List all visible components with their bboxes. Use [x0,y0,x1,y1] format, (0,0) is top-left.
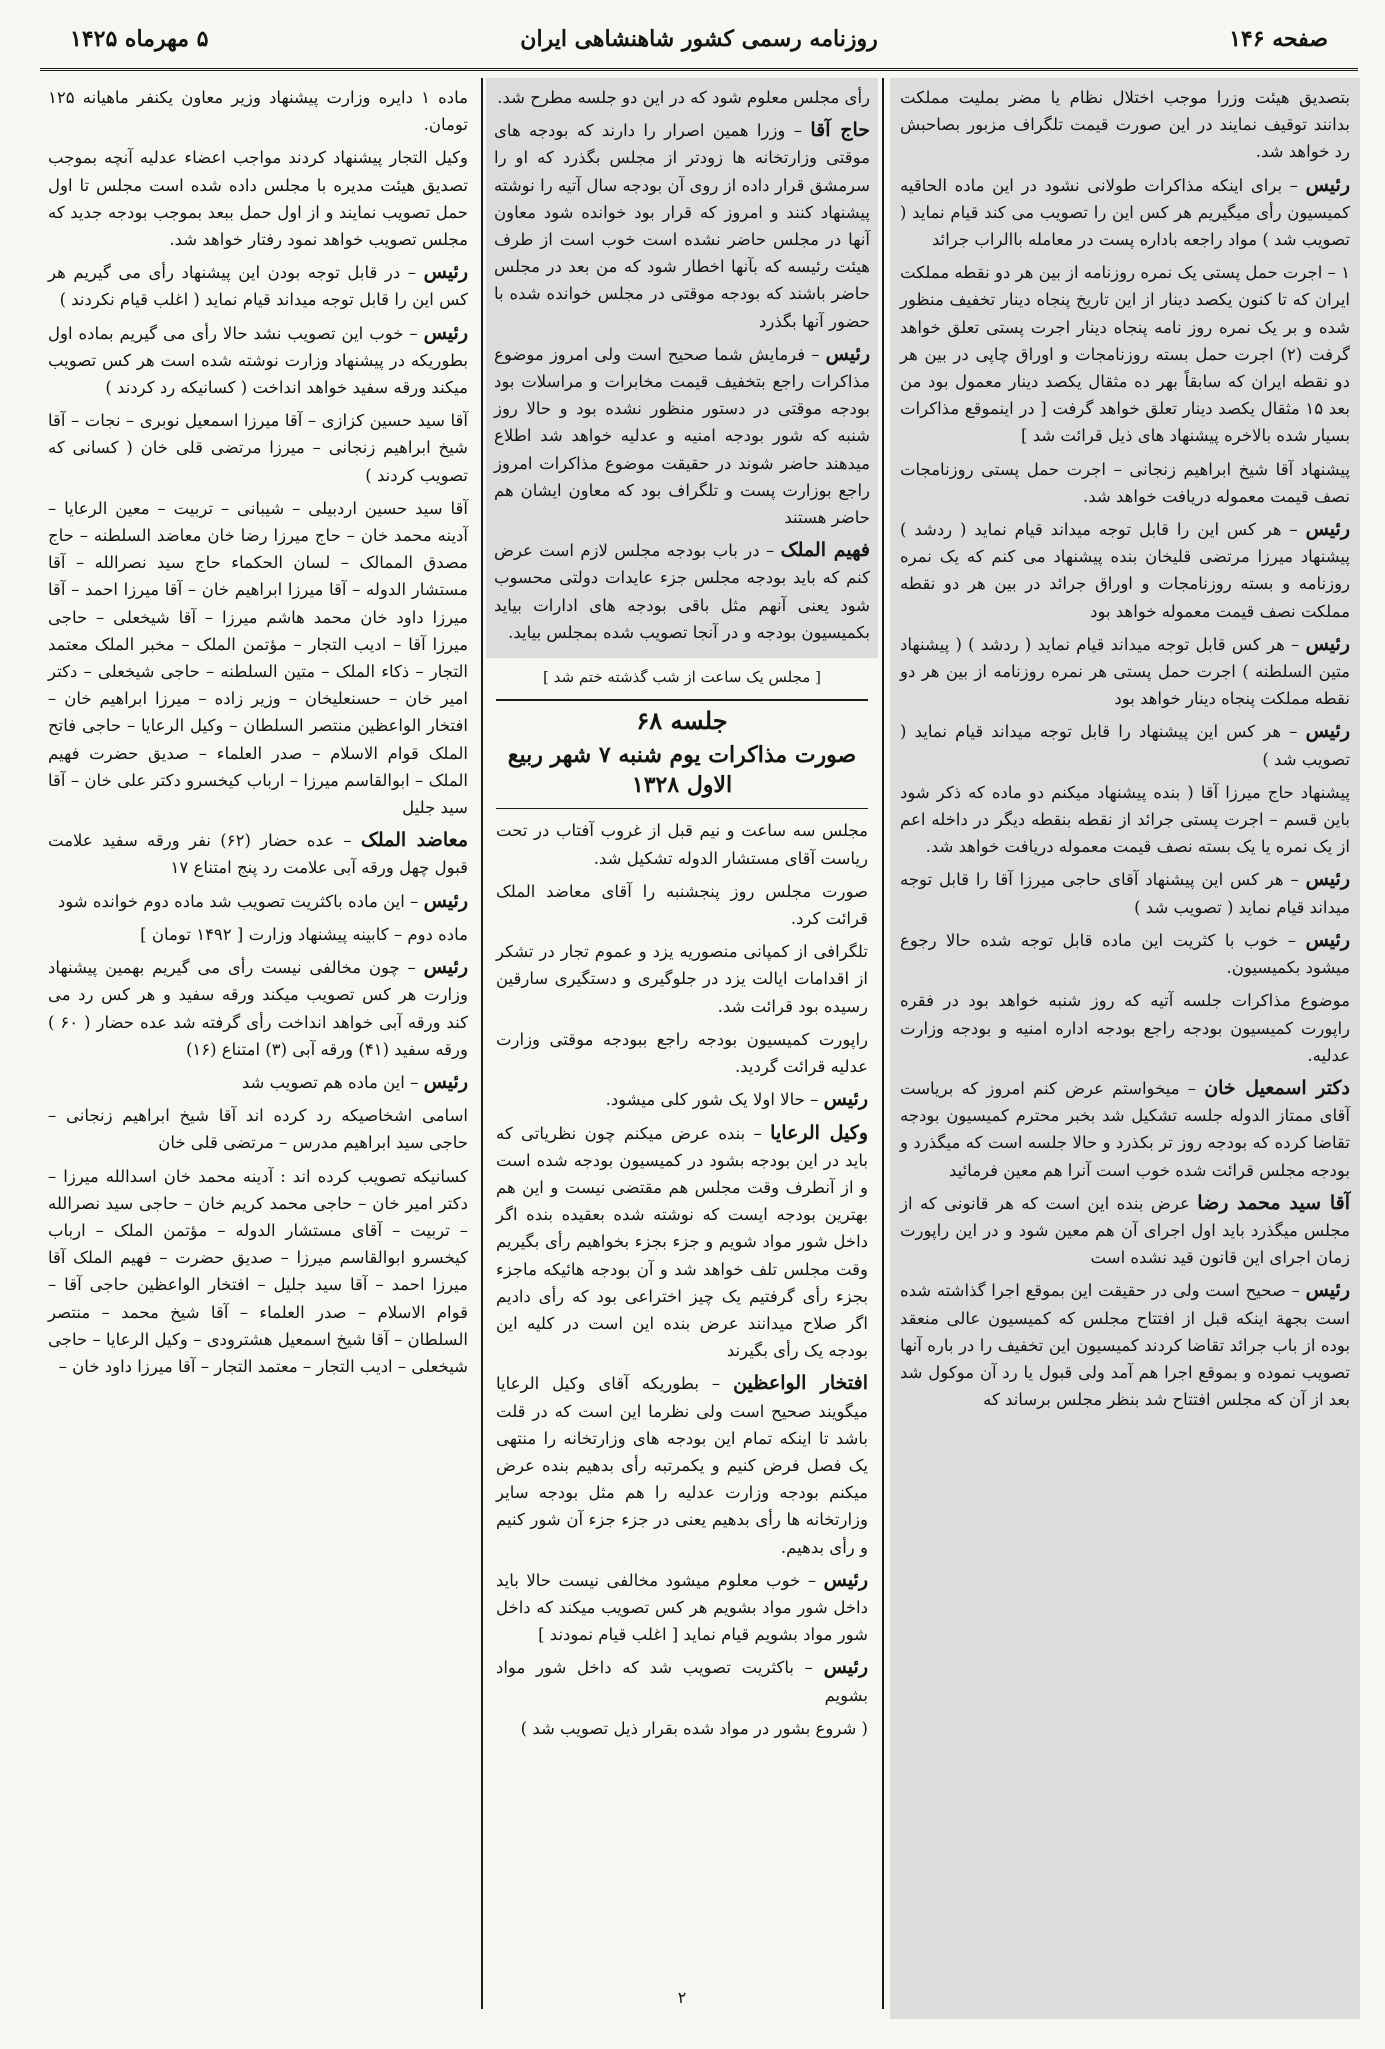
paragraph [48,320,468,402]
paragraph-text: – فرمایش شما صحیح است ولی امروز موضوع مذاکرات راجع بتخفیف قیمت مخابرات و مراسلات بود بودجه موقتی در دستور منظور نشده بود و حالا روز شنبه که شور بودجه امنیه و عدلیه خواهد شد اطلاع میدهند حاضر شوند در حقیقت موضوع مذاکرات امروز راجع بوزارت پست و تلگراف بود که معاون ایشان هم حاضر هستند [494,344,870,528]
paragraph-text: – بنده عرض میکنم چون نظریاتی که باید در این بودجه بشود در کمیسیون بودجه شده است و از آنطرف وقت مجلس هم مقتضی نیست و این هم بهترین بودجه ایست که نوشته شده بعقیده بنده اگر داخل شور مواد شویم و جزء بجزء بخواهیم رأی بگیریم وقت مجلس تلف خواهد شد و آن بودجه هائیکه ماجزء بجزء رأی گرفتیم یک چیز اختراعی بود که رأی دادیم اگر صلاح میدانند عرض بنده این است در کلیه این بودجه یک رأی بگیرند [496,1123,868,1361]
paragraph [900,927,1350,981]
paragraph-text: – این ماده باکثریت تصویب شد ماده دوم خوانده شود [57,891,419,911]
paragraph-text: – هر کس این را قابل توجه میداند قیام نماید ( ردشد ) پیشنهاد میرزا مرتضی قلیخان بنده پیشنهاد می کنم که یک نمره روزنامه و بسته روزنامجات و اوراق جرائد در بین هر دو نقطه مملکت نصف قیمت معموله خواهد بود [900,520,1350,621]
paragraph [48,921,468,948]
paragraph [900,1075,1350,1184]
paragraph [48,888,468,915]
paragraph [496,1567,868,1649]
paragraph [900,259,1350,449]
paragraph-text: – در باب بودجه مجلس لازم است عرض کنم که باید بودجه مجلس جزء عایدات دولتی محسوب شود یعنی آنهم مثل باقی بودجه های ادارات بیاید بکمیسیون بودجه و در آنجا تصویب شده بمجلس بیاید. [494,541,870,642]
masthead-date: ۵ مهرماه ۱۴۲۵ [70,26,209,52]
paragraph-text: رأی مجلس معلوم شود که در این دو جلسه مطرح شد. [497,88,870,107]
speaker-name: رئیس [823,1088,868,1111]
speaker-name: رئیس [423,1070,468,1093]
paragraph [900,456,1350,510]
column-divider-left [481,78,483,2009]
speaker-name: فهیم الملک [780,539,870,562]
speaker-name: وکیل الرعایا [770,1121,868,1144]
paragraph [48,1163,468,1381]
paragraph-text: – وزرا همین اصرار را دارند که بودجه های موقتی وزارتخانه ها زودتر از مجلس بگذرد که او را سرمشق قرار داده از روی آن بودجه سال آتیه را نوشته پیشنهاد کنند و امروز که قرار بود خوانده شود معاون آنها در مجلس حاضر نشده است خوب است از طرف هیئت رئیسه که بآنها اخطار شود که من بعد در مجلس حاضر باشند که بودجه موقتی در مجلس خوانده شده با حضور آنها بگذرد [494,121,870,331]
paragraph [900,1190,1350,1272]
paragraph-text: – این ماده هم تصویب شد [241,1072,419,1092]
middle-column [486,78,878,2019]
paragraph-text: ماده دوم – کابینه پیشنهاد وزارت [ ۱۴۹۲ تومان ] [140,924,468,944]
session-title: صورت مذاکرات یوم شنبه ۷ شهر ربیع الاول ۱۳۲۸ [507,742,857,799]
paragraph-text: بتصدیق هیئت وزرا موجب اختلال نظام یا مضر بملیت مملکت بدانند توقیف نمایند در این صورت قیمت تلگراف مزبور بصاحبش رد خواهد شد. [900,88,1350,162]
paragraph-text: تلگرافی از کمپانی منصوریه یزد و عموم تجار در تشکر از اقدامات ایالت یزد در جلوگیری و دستگیری سارقین رسیده بود قرائت شد. [496,942,868,1016]
middle-column-top [486,78,878,658]
paragraph-text: ( شروع بشور در مواد شده بقرار ذیل تصویب شد ) [520,1718,868,1738]
paragraph-text: – خوب با کثریت این ماده قابل توجه شده حالا رجوع میشود بکمیسیون. [900,930,1350,978]
paragraph [496,878,868,932]
paragraph-text: – صحیح است ولی در حقیقت این بموقع اجرا گذاشته شده است بجهة اینکه قبل از افتتاح مجلس که کمیسیون عالی منعقد بوده از باب جرائد تقاضا کردند کمیسیون این تخفیف را در باره آنها تصویب نموده و بموقع اجرا هم آمد ولی قبول یا رد آن موکول شد بعد از آن که مجلس افتتاح شد بنظر مجلس برساند که [900,1281,1350,1410]
paragraph-text: – در قابل توجه بودن این پیشنهاد رأی می گیریم هر کس این را قابل توجه میداند قیام نماید ( اغلب قیام نکردند ) [48,263,468,310]
paragraph-text: موضوع مذاکرات جلسه آتیه که روز شنبه خواهد بود در فقره راپورت کمیسیون بودجه راجع بودجه اداره امنیه و بودجه وزارت عدلیه. [900,991,1350,1065]
paragraph-text: صورت مجلس روز پنجشنبه را آقای معاضد الملک قرائت کرد. [496,881,868,929]
paragraph [48,1069,468,1096]
right-column [890,78,1360,2019]
paragraph [48,827,468,881]
masthead [40,8,1358,71]
paragraph-text: – حالا اولا یک شور کلی میشود. [605,1090,819,1110]
paragraph [900,516,1350,625]
speaker-name: رئیس [823,1656,868,1679]
paragraph-text: – هر کس این پیشنهاد را قابل توجه میداند قیام نماید ( تصویب شد ) [900,722,1350,769]
paragraph [496,1715,868,1742]
paragraph-text: ۱ – اجرت حمل پستی یک نمره روزنامه از بین هر دو نقطه مملکت ایران که تا کنون یکصد دینار از این تاریخ پنجاه دینار تخفیف منظور شده و بر یک نمره روز نامه پنجاه دینار اجرت پستی تعلق خواهد گرفت (۲) اجرت حمل بسته روزنامجات و اوراق چاپی در بین هر دو نقطه ایران که سابقاً بهر ده مثقال یکصد دینار معمول بود من بعد ۱۵ مثقال یکصد دینار تعلق خواهد گرفت [ در اینموقع مذاکرات بسیار شده بالاخره پیشنهاد های ذیل قرائت شد ] [900,263,1351,446]
speaker-name: رئیس [823,1568,869,1591]
speaker-name: معاضد الملک [360,829,469,852]
speaker-name: دکتر اسمعیل خان [1204,1076,1350,1099]
paragraph [496,938,868,1020]
paragraph [900,631,1350,713]
paragraph [496,1086,868,1113]
speaker-name: رئیس [423,261,469,284]
paragraph [48,84,468,138]
paragraph-text: راپورت کمیسیون بودجه راجع ببودجه موقتی وزارت عدلیه قرائت گردید. [496,1029,868,1077]
speaker-name: رئیس [1305,928,1350,951]
paragraph [48,1102,468,1156]
paragraph [496,1370,868,1560]
paragraph-text: کسانیکه تصویب کرده اند : آدینه محمد خان اسدالله میرزا – دکتر امیر خان – حاجی محمد کریم خان – حاجی سید نصرالله – تربیت – آقای مستشار الدوله – مؤتمن الملک – ارباب کیخسرو ابوالقاسم میرزا – صدیق حضرت – فهیم الملک آقا میرزا احمد – آقا سید جلیل – افتخار الواعظین حاجی آقا – قوام الاسلام – صدر العلماء – آقا شیخ محمد – منتصر السلطان – آقا شیخ اسمعیل هشترودی – وکیل الرعایا – حاجی شیخعلی – ادیب التجار – معتمد التجار – آقا میرزا داود خان – [48,1166,468,1376]
paragraph-text: – چون مخالفی نیست رأی می گیریم بهمین پیشنهاد وزارت هر کس تصویب میکند ورقه سفید و هر کس رد می کند ورقه آبی خواهد انداخت رأی گرفته شد عده حضار ( ۶۰ ) ورقه سفید (۴۱) ورقه آبی (۳) امتناع (۱۶) [48,958,469,1059]
speaker-name: افتخار الواعظین [733,1372,868,1395]
paragraph-text: عرض بنده این است که هر قانونی که از مجلس میگذرد باید اول اجرای آن هم معین شود و در این راپورت زمان اجرای این قانون قید نشده است [900,1193,1350,1268]
paragraph-text: – خوب معلوم میشود مخالفی نیست حالا باید داخل شور مواد بشویم هر کس تصویب میکند که داخل شور مواد بشویم قیام نماید [ اغلب قیام نمودند ] [496,1570,868,1645]
paragraph-text: پیشنهاد حاج میرزا آقا ( بنده پیشنهاد میکنم دو ماده که ذکر شود باین قسم – اجرت پستی جرائد از نقطه بنقطه دیگر در داخله اعم از یک نمره یا یک بسته نصف قیمت معموله دریافت خواهد شد. [900,782,1350,857]
paragraph [900,1277,1350,1413]
paragraph-text: – هر کس این پیشنهاد آقای حاجی میرزا آقا را قابل توجه میداند قیام نماید ( تصویب شد ) [900,870,1350,917]
speaker-name: آقا سید محمد رضا [1197,1191,1351,1214]
speaker-name: رئیس [423,889,468,912]
paragraph [900,987,1350,1069]
speaker-name: رئیس [423,321,468,344]
paragraph [900,84,1350,166]
paragraph [494,84,870,111]
paragraph-text: ماده ۱ دایره وزارت پیشنهاد وزیر معاون یکنفر ماهیانه ۱۲۵ تومان. [48,88,468,135]
paragraph [496,1026,868,1080]
paragraph-text: پیشنهاد آقا شیخ ابراهیم زنجانی – اجرت حمل پستی روزنامجات نصف قیمت معموله دریافت خواهد شد. [900,459,1350,506]
column-divider-right [882,78,884,2009]
paragraph-text: آقا سید حسین اردبیلی – شیبانی – تربیت – معین الرعایا – آدینه محمد خان – حاج میرزا رضا خان معاضد السلطنه – حاج مصدق الممالک – لسان الحکماء حاج سید نصرالله – آقا مستشار الدوله – آقا میرزا ابراهیم خان – آقا میرزا احمد – آقا میرزا داود خان محمد هاشم میرزا – آقا شیخعلی – حاجی میرزا آقا – ادیب التجار – مؤتمن الملک – مخبر الملک معتمد التجار – ذکاء الملک – متین السلطنه – حاجی شیخعلی – دکتر امیر خان – حسنعلیخان – وزیر زاده – میرزا ابراهیم خان – افتخار الواعظین منتصر السلطان – وکیل الرعایا – حاجی فاتح الملک قوام الاسلام – صدر العلماء – صدیق حضرت فهیم الملک – ابوالقاسم میرزا – ارباب کیخسرو دکتر علی خان – آقا سید جلیل [48,498,468,818]
paragraph [494,117,870,335]
masthead-title: روزنامه رسمی کشور شاهنشاهی ایران [520,26,878,52]
paragraph [494,537,870,646]
speaker-name: رئیس [423,956,468,979]
paragraph-text: آقا سید حسین کزازی – آقا میرزا اسمعیل نوبری – نجات – آقا شیخ ابراهیم زنجانی – میرزا مرتضی قلی خان ( کسانی که تصویب کردند ) [48,411,468,485]
speaker-name: رئیس [825,342,870,365]
speaker-name: حاج آقا [810,119,870,142]
session-closing-note: [ مجلس یک ساعت از شب گذشته ختم شد ] [543,668,821,687]
paragraph [48,144,468,253]
paragraph [496,817,868,871]
paragraph-text: وکیل التجار پیشنهاد کردند مواجب اعضاء عدلیه آنچه بموجب تصدیق هیئت مدیره با مجلس داده شده است مجلس تا اول حمل تصویب نمایند و از اول حمل ببعد بموجب بودجه جدید که مجلس تصویب خواهد نمود رفتار خواهد شد. [48,148,468,250]
masthead-page: صفحه ۱۴۶ [1229,26,1328,52]
paragraph [496,1120,868,1365]
paragraph-text: – برای اینکه مذاکرات طولانی نشود در این ماده الحاقیه کمیسیون رأی میگیریم هر کس این را تصویب می کند قیام نماید ( تصویب شد ) مواد راجعه باداره پست در معامله باالراب جرائد [900,175,1350,250]
session-heading: جلسه ۶۸ [496,699,868,734]
speaker-name: رئیس [1305,1279,1350,1302]
left-column [38,78,478,2019]
speaker-name: رئیس [1305,868,1350,891]
speaker-name: رئیس [1305,173,1350,196]
paragraph-text: اسامی اشخاصیکه رد کرده اند آقا شیخ ابراهیم زنجانی – حاجی سید ابراهیم مدرس – مرتضی قلی خان [48,1106,468,1153]
paragraph [900,779,1350,861]
paragraph-text: – میخواستم عرض کنم امروز که بریاست آقای ممتاز الدوله جلسه تشکیل شد بخبر محترم کمیسیون بودجه تقاضا کرده که بودجه روز تر بکذرد و حالا جلسه است که میگذرد و بودجه مجلس قرائت شده خوب است آنرا هم معین فرمائید [900,1078,1350,1180]
speaker-name: رئیس [1305,518,1350,541]
paragraph-text: – خوب این تصویب نشد حالا رأی می گیریم بماده اول بطوریکه در پیشنهاد وزارت نوشته شده است هر کس تصویب میکند ورقه سفید خواهد انداخت ( کسانیکه رد کردند ) [48,323,468,398]
paragraph [48,259,468,313]
paragraph-text: – هر کس قابل توجه میداند قیام نماید ( ردشد ) ( پیشنهاد متین السلطنه ) اجرت حمل پستی هر نمره روزنامه از بین هر دو نقطه مملکت پنجاه دینار خواهد بود [900,634,1350,709]
speaker-name: رئیس [1305,632,1350,655]
paragraph-text: – عده حضار (۶۲) نفر ورقه سفید علامت قبول چهل ورقه آبی علامت رد پنج امتناع ۱۷ [48,831,468,878]
paragraph-text: مجلس سه ساعت و نیم قبل از غروب آفتاب در تحت ریاست آقای مستشار الدوله تشکیل شد. [496,821,868,868]
paragraph [900,718,1350,772]
divider [496,808,868,809]
paragraph-text: – بطوریکه آقای وکیل الرعایا میگویند صحیح است ولی نظرما این است که در قلت باشد تا اینکه تمام این بودجه های وزارتخانه را منتهی یک فصل فرض کنیم و یکمرتبه رأی بدهیم بنده عرض میکنم بودجه وزارت عدلیه را هم مثل بودجه سایر وزارتخانه ها رأی بدهیم یعنی در جزء جزء آن شور کنیم و رأی بدهیم. [496,1374,868,1557]
paragraph [48,954,468,1063]
paragraph [48,495,468,821]
paragraph [900,866,1350,920]
paragraph [494,341,870,531]
paragraph [496,1654,868,1708]
paragraph-text: – باکثریت تصویب شد که داخل شور مواد بشویم [496,1658,868,1705]
middle-column-body [496,817,868,1742]
page-number: ۲ [677,1987,687,2007]
speaker-name: رئیس [1305,720,1350,743]
paragraph [900,172,1350,254]
paragraph [48,407,468,489]
